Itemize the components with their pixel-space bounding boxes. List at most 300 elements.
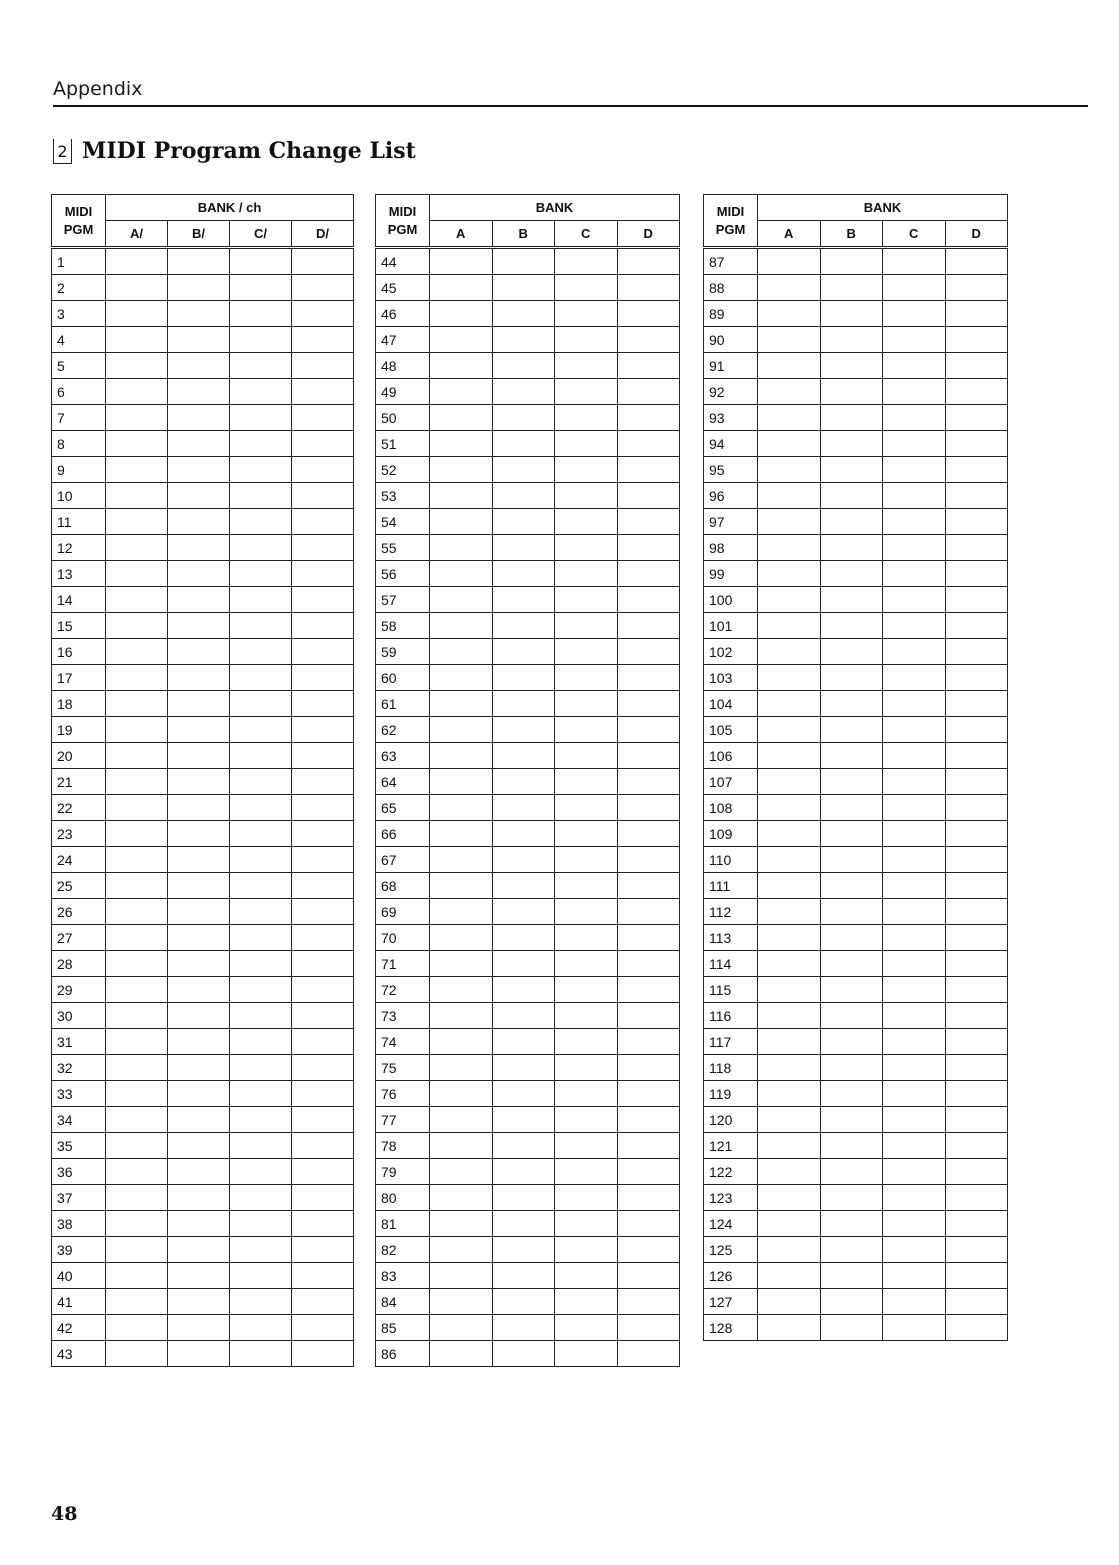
bank-entry-cell[interactable] bbox=[106, 951, 168, 977]
bank-entry-cell[interactable] bbox=[292, 431, 354, 457]
bank-entry-cell[interactable] bbox=[168, 509, 230, 535]
bank-entry-cell[interactable] bbox=[292, 1081, 354, 1107]
bank-entry-cell[interactable] bbox=[820, 509, 883, 535]
bank-entry-cell[interactable] bbox=[106, 1341, 168, 1367]
bank-entry-cell[interactable] bbox=[168, 561, 230, 587]
bank-entry-cell[interactable] bbox=[820, 951, 883, 977]
bank-entry-cell[interactable] bbox=[555, 613, 618, 639]
bank-entry-cell[interactable] bbox=[945, 925, 1008, 951]
bank-entry-cell[interactable] bbox=[492, 327, 555, 353]
bank-entry-cell[interactable] bbox=[555, 977, 618, 1003]
bank-entry-cell[interactable] bbox=[883, 301, 946, 327]
bank-entry-cell[interactable] bbox=[492, 301, 555, 327]
bank-entry-cell[interactable] bbox=[555, 1185, 618, 1211]
bank-entry-cell[interactable] bbox=[230, 639, 292, 665]
bank-entry-cell[interactable] bbox=[945, 795, 1008, 821]
bank-entry-cell[interactable] bbox=[883, 1211, 946, 1237]
bank-entry-cell[interactable] bbox=[492, 587, 555, 613]
bank-entry-cell[interactable] bbox=[555, 275, 618, 301]
bank-entry-cell[interactable] bbox=[758, 613, 821, 639]
bank-entry-cell[interactable] bbox=[492, 483, 555, 509]
bank-entry-cell[interactable] bbox=[883, 1289, 946, 1315]
bank-entry-cell[interactable] bbox=[883, 951, 946, 977]
bank-entry-cell[interactable] bbox=[230, 873, 292, 899]
bank-entry-cell[interactable] bbox=[820, 1237, 883, 1263]
bank-entry-cell[interactable] bbox=[758, 899, 821, 925]
bank-entry-cell[interactable] bbox=[883, 717, 946, 743]
bank-entry-cell[interactable] bbox=[945, 327, 1008, 353]
bank-entry-cell[interactable] bbox=[555, 1003, 618, 1029]
bank-entry-cell[interactable] bbox=[292, 1211, 354, 1237]
bank-entry-cell[interactable] bbox=[883, 1107, 946, 1133]
bank-entry-cell[interactable] bbox=[555, 457, 618, 483]
bank-entry-cell[interactable] bbox=[883, 847, 946, 873]
bank-entry-cell[interactable] bbox=[106, 535, 168, 561]
bank-entry-cell[interactable] bbox=[883, 587, 946, 613]
bank-entry-cell[interactable] bbox=[430, 1159, 493, 1185]
bank-entry-cell[interactable] bbox=[430, 951, 493, 977]
bank-entry-cell[interactable] bbox=[820, 301, 883, 327]
bank-entry-cell[interactable] bbox=[430, 405, 493, 431]
bank-entry-cell[interactable] bbox=[106, 1003, 168, 1029]
bank-entry-cell[interactable] bbox=[230, 977, 292, 1003]
bank-entry-cell[interactable] bbox=[945, 1133, 1008, 1159]
bank-entry-cell[interactable] bbox=[820, 248, 883, 275]
bank-entry-cell[interactable] bbox=[555, 535, 618, 561]
bank-entry-cell[interactable] bbox=[555, 248, 618, 275]
bank-entry-cell[interactable] bbox=[106, 1263, 168, 1289]
bank-entry-cell[interactable] bbox=[945, 301, 1008, 327]
bank-entry-cell[interactable] bbox=[168, 769, 230, 795]
bank-entry-cell[interactable] bbox=[758, 1159, 821, 1185]
bank-entry-cell[interactable] bbox=[617, 925, 680, 951]
bank-entry-cell[interactable] bbox=[820, 275, 883, 301]
bank-entry-cell[interactable] bbox=[945, 743, 1008, 769]
bank-entry-cell[interactable] bbox=[106, 509, 168, 535]
bank-entry-cell[interactable] bbox=[492, 1029, 555, 1055]
bank-entry-cell[interactable] bbox=[555, 405, 618, 431]
bank-entry-cell[interactable] bbox=[492, 691, 555, 717]
bank-entry-cell[interactable] bbox=[430, 977, 493, 1003]
bank-entry-cell[interactable] bbox=[230, 1003, 292, 1029]
bank-entry-cell[interactable] bbox=[292, 977, 354, 1003]
bank-entry-cell[interactable] bbox=[106, 821, 168, 847]
bank-entry-cell[interactable] bbox=[617, 248, 680, 275]
bank-entry-cell[interactable] bbox=[430, 431, 493, 457]
bank-entry-cell[interactable] bbox=[292, 509, 354, 535]
bank-entry-cell[interactable] bbox=[492, 665, 555, 691]
bank-entry-cell[interactable] bbox=[555, 769, 618, 795]
bank-entry-cell[interactable] bbox=[617, 1107, 680, 1133]
bank-entry-cell[interactable] bbox=[945, 1237, 1008, 1263]
bank-entry-cell[interactable] bbox=[820, 1185, 883, 1211]
bank-entry-cell[interactable] bbox=[492, 1107, 555, 1133]
bank-entry-cell[interactable] bbox=[945, 1315, 1008, 1341]
bank-entry-cell[interactable] bbox=[883, 405, 946, 431]
bank-entry-cell[interactable] bbox=[430, 1107, 493, 1133]
bank-entry-cell[interactable] bbox=[292, 925, 354, 951]
bank-entry-cell[interactable] bbox=[883, 248, 946, 275]
bank-entry-cell[interactable] bbox=[617, 1055, 680, 1081]
bank-entry-cell[interactable] bbox=[430, 535, 493, 561]
bank-entry-cell[interactable] bbox=[758, 769, 821, 795]
bank-entry-cell[interactable] bbox=[945, 977, 1008, 1003]
bank-entry-cell[interactable] bbox=[617, 1133, 680, 1159]
bank-entry-cell[interactable] bbox=[945, 613, 1008, 639]
bank-entry-cell[interactable] bbox=[430, 275, 493, 301]
bank-entry-cell[interactable] bbox=[292, 1237, 354, 1263]
bank-entry-cell[interactable] bbox=[106, 275, 168, 301]
bank-entry-cell[interactable] bbox=[492, 769, 555, 795]
bank-entry-cell[interactable] bbox=[230, 691, 292, 717]
bank-entry-cell[interactable] bbox=[168, 1159, 230, 1185]
bank-entry-cell[interactable] bbox=[758, 301, 821, 327]
bank-entry-cell[interactable] bbox=[492, 743, 555, 769]
bank-entry-cell[interactable] bbox=[230, 301, 292, 327]
bank-entry-cell[interactable] bbox=[883, 1159, 946, 1185]
bank-entry-cell[interactable] bbox=[617, 509, 680, 535]
bank-entry-cell[interactable] bbox=[106, 587, 168, 613]
bank-entry-cell[interactable] bbox=[617, 301, 680, 327]
bank-entry-cell[interactable] bbox=[555, 1029, 618, 1055]
bank-entry-cell[interactable] bbox=[945, 248, 1008, 275]
bank-entry-cell[interactable] bbox=[168, 1003, 230, 1029]
bank-entry-cell[interactable] bbox=[883, 275, 946, 301]
bank-entry-cell[interactable] bbox=[168, 1107, 230, 1133]
bank-entry-cell[interactable] bbox=[106, 561, 168, 587]
bank-entry-cell[interactable] bbox=[168, 951, 230, 977]
bank-entry-cell[interactable] bbox=[758, 1081, 821, 1107]
bank-entry-cell[interactable] bbox=[820, 639, 883, 665]
bank-entry-cell[interactable] bbox=[168, 1055, 230, 1081]
bank-entry-cell[interactable] bbox=[292, 1107, 354, 1133]
bank-entry-cell[interactable] bbox=[492, 431, 555, 457]
bank-entry-cell[interactable] bbox=[230, 717, 292, 743]
bank-entry-cell[interactable] bbox=[292, 873, 354, 899]
bank-entry-cell[interactable] bbox=[617, 951, 680, 977]
bank-entry-cell[interactable] bbox=[492, 509, 555, 535]
bank-entry-cell[interactable] bbox=[758, 1029, 821, 1055]
bank-entry-cell[interactable] bbox=[492, 847, 555, 873]
bank-entry-cell[interactable] bbox=[430, 717, 493, 743]
bank-entry-cell[interactable] bbox=[230, 847, 292, 873]
bank-entry-cell[interactable] bbox=[883, 327, 946, 353]
bank-entry-cell[interactable] bbox=[430, 1211, 493, 1237]
bank-entry-cell[interactable] bbox=[430, 1081, 493, 1107]
bank-entry-cell[interactable] bbox=[430, 821, 493, 847]
bank-entry-cell[interactable] bbox=[430, 873, 493, 899]
bank-entry-cell[interactable] bbox=[883, 873, 946, 899]
bank-entry-cell[interactable] bbox=[758, 457, 821, 483]
bank-entry-cell[interactable] bbox=[292, 743, 354, 769]
bank-entry-cell[interactable] bbox=[945, 1159, 1008, 1185]
bank-entry-cell[interactable] bbox=[555, 327, 618, 353]
bank-entry-cell[interactable] bbox=[820, 977, 883, 1003]
bank-entry-cell[interactable] bbox=[168, 1029, 230, 1055]
bank-entry-cell[interactable] bbox=[758, 977, 821, 1003]
bank-entry-cell[interactable] bbox=[945, 1055, 1008, 1081]
bank-entry-cell[interactable] bbox=[617, 1003, 680, 1029]
bank-entry-cell[interactable] bbox=[168, 691, 230, 717]
bank-entry-cell[interactable] bbox=[168, 665, 230, 691]
bank-entry-cell[interactable] bbox=[430, 353, 493, 379]
bank-entry-cell[interactable] bbox=[430, 327, 493, 353]
bank-entry-cell[interactable] bbox=[492, 353, 555, 379]
bank-entry-cell[interactable] bbox=[230, 951, 292, 977]
bank-entry-cell[interactable] bbox=[492, 899, 555, 925]
bank-entry-cell[interactable] bbox=[230, 1289, 292, 1315]
bank-entry-cell[interactable] bbox=[106, 873, 168, 899]
bank-entry-cell[interactable] bbox=[106, 379, 168, 405]
bank-entry-cell[interactable] bbox=[230, 769, 292, 795]
bank-entry-cell[interactable] bbox=[230, 587, 292, 613]
bank-entry-cell[interactable] bbox=[617, 1263, 680, 1289]
bank-entry-cell[interactable] bbox=[617, 899, 680, 925]
bank-entry-cell[interactable] bbox=[820, 535, 883, 561]
bank-entry-cell[interactable] bbox=[820, 1159, 883, 1185]
bank-entry-cell[interactable] bbox=[820, 925, 883, 951]
bank-entry-cell[interactable] bbox=[617, 717, 680, 743]
bank-entry-cell[interactable] bbox=[883, 977, 946, 1003]
bank-entry-cell[interactable] bbox=[820, 1003, 883, 1029]
bank-entry-cell[interactable] bbox=[168, 613, 230, 639]
bank-entry-cell[interactable] bbox=[492, 873, 555, 899]
bank-entry-cell[interactable] bbox=[758, 275, 821, 301]
bank-entry-cell[interactable] bbox=[292, 847, 354, 873]
bank-entry-cell[interactable] bbox=[430, 509, 493, 535]
bank-entry-cell[interactable] bbox=[883, 639, 946, 665]
bank-entry-cell[interactable] bbox=[106, 925, 168, 951]
bank-entry-cell[interactable] bbox=[617, 977, 680, 1003]
bank-entry-cell[interactable] bbox=[292, 639, 354, 665]
bank-entry-cell[interactable] bbox=[430, 301, 493, 327]
bank-entry-cell[interactable] bbox=[758, 1185, 821, 1211]
bank-entry-cell[interactable] bbox=[945, 1211, 1008, 1237]
bank-entry-cell[interactable] bbox=[430, 847, 493, 873]
bank-entry-cell[interactable] bbox=[820, 1081, 883, 1107]
bank-entry-cell[interactable] bbox=[492, 1237, 555, 1263]
bank-entry-cell[interactable] bbox=[106, 457, 168, 483]
bank-entry-cell[interactable] bbox=[168, 1289, 230, 1315]
bank-entry-cell[interactable] bbox=[820, 327, 883, 353]
bank-entry-cell[interactable] bbox=[945, 509, 1008, 535]
bank-entry-cell[interactable] bbox=[883, 899, 946, 925]
bank-entry-cell[interactable] bbox=[617, 1315, 680, 1341]
bank-entry-cell[interactable] bbox=[430, 899, 493, 925]
bank-entry-cell[interactable] bbox=[617, 535, 680, 561]
bank-entry-cell[interactable] bbox=[555, 1211, 618, 1237]
bank-entry-cell[interactable] bbox=[555, 873, 618, 899]
bank-entry-cell[interactable] bbox=[555, 1133, 618, 1159]
bank-entry-cell[interactable] bbox=[617, 1211, 680, 1237]
bank-entry-cell[interactable] bbox=[945, 1029, 1008, 1055]
bank-entry-cell[interactable] bbox=[492, 535, 555, 561]
bank-entry-cell[interactable] bbox=[555, 353, 618, 379]
bank-entry-cell[interactable] bbox=[555, 1055, 618, 1081]
bank-entry-cell[interactable] bbox=[230, 665, 292, 691]
bank-entry-cell[interactable] bbox=[292, 1263, 354, 1289]
bank-entry-cell[interactable] bbox=[168, 457, 230, 483]
bank-entry-cell[interactable] bbox=[230, 457, 292, 483]
bank-entry-cell[interactable] bbox=[945, 847, 1008, 873]
bank-entry-cell[interactable] bbox=[492, 1315, 555, 1341]
bank-entry-cell[interactable] bbox=[292, 353, 354, 379]
bank-entry-cell[interactable] bbox=[945, 691, 1008, 717]
bank-entry-cell[interactable] bbox=[168, 899, 230, 925]
bank-entry-cell[interactable] bbox=[292, 717, 354, 743]
bank-entry-cell[interactable] bbox=[555, 691, 618, 717]
bank-entry-cell[interactable] bbox=[168, 1185, 230, 1211]
bank-entry-cell[interactable] bbox=[430, 613, 493, 639]
bank-entry-cell[interactable] bbox=[106, 1237, 168, 1263]
bank-entry-cell[interactable] bbox=[106, 847, 168, 873]
bank-entry-cell[interactable] bbox=[230, 743, 292, 769]
bank-entry-cell[interactable] bbox=[168, 1315, 230, 1341]
bank-entry-cell[interactable] bbox=[492, 821, 555, 847]
bank-entry-cell[interactable] bbox=[492, 1003, 555, 1029]
bank-entry-cell[interactable] bbox=[617, 1289, 680, 1315]
bank-entry-cell[interactable] bbox=[555, 717, 618, 743]
bank-entry-cell[interactable] bbox=[492, 977, 555, 1003]
bank-entry-cell[interactable] bbox=[820, 665, 883, 691]
bank-entry-cell[interactable] bbox=[168, 301, 230, 327]
bank-entry-cell[interactable] bbox=[106, 691, 168, 717]
bank-entry-cell[interactable] bbox=[168, 1133, 230, 1159]
bank-entry-cell[interactable] bbox=[292, 379, 354, 405]
bank-entry-cell[interactable] bbox=[555, 301, 618, 327]
bank-entry-cell[interactable] bbox=[820, 613, 883, 639]
bank-entry-cell[interactable] bbox=[945, 405, 1008, 431]
bank-entry-cell[interactable] bbox=[492, 795, 555, 821]
bank-entry-cell[interactable] bbox=[945, 1289, 1008, 1315]
bank-entry-cell[interactable] bbox=[430, 248, 493, 275]
bank-entry-cell[interactable] bbox=[758, 743, 821, 769]
bank-entry-cell[interactable] bbox=[617, 483, 680, 509]
bank-entry-cell[interactable] bbox=[492, 1289, 555, 1315]
bank-entry-cell[interactable] bbox=[230, 1237, 292, 1263]
bank-entry-cell[interactable] bbox=[555, 431, 618, 457]
bank-entry-cell[interactable] bbox=[945, 275, 1008, 301]
bank-entry-cell[interactable] bbox=[292, 691, 354, 717]
bank-entry-cell[interactable] bbox=[617, 665, 680, 691]
bank-entry-cell[interactable] bbox=[292, 327, 354, 353]
bank-entry-cell[interactable] bbox=[492, 925, 555, 951]
bank-entry-cell[interactable] bbox=[883, 1029, 946, 1055]
bank-entry-cell[interactable] bbox=[430, 561, 493, 587]
bank-entry-cell[interactable] bbox=[292, 1159, 354, 1185]
bank-entry-cell[interactable] bbox=[617, 379, 680, 405]
bank-entry-cell[interactable] bbox=[617, 769, 680, 795]
bank-entry-cell[interactable] bbox=[292, 613, 354, 639]
bank-entry-cell[interactable] bbox=[758, 405, 821, 431]
bank-entry-cell[interactable] bbox=[883, 691, 946, 717]
bank-entry-cell[interactable] bbox=[230, 561, 292, 587]
bank-entry-cell[interactable] bbox=[820, 379, 883, 405]
bank-entry-cell[interactable] bbox=[230, 1185, 292, 1211]
bank-entry-cell[interactable] bbox=[758, 691, 821, 717]
bank-entry-cell[interactable] bbox=[555, 1289, 618, 1315]
bank-entry-cell[interactable] bbox=[230, 1029, 292, 1055]
bank-entry-cell[interactable] bbox=[430, 795, 493, 821]
bank-entry-cell[interactable] bbox=[230, 1211, 292, 1237]
bank-entry-cell[interactable] bbox=[945, 665, 1008, 691]
bank-entry-cell[interactable] bbox=[758, 639, 821, 665]
bank-entry-cell[interactable] bbox=[945, 769, 1008, 795]
bank-entry-cell[interactable] bbox=[883, 1315, 946, 1341]
bank-entry-cell[interactable] bbox=[492, 1263, 555, 1289]
bank-entry-cell[interactable] bbox=[168, 431, 230, 457]
bank-entry-cell[interactable] bbox=[492, 248, 555, 275]
bank-entry-cell[interactable] bbox=[555, 1081, 618, 1107]
bank-entry-cell[interactable] bbox=[617, 613, 680, 639]
bank-entry-cell[interactable] bbox=[883, 1003, 946, 1029]
bank-entry-cell[interactable] bbox=[168, 405, 230, 431]
bank-entry-cell[interactable] bbox=[883, 1133, 946, 1159]
bank-entry-cell[interactable] bbox=[883, 1055, 946, 1081]
bank-entry-cell[interactable] bbox=[230, 1107, 292, 1133]
bank-entry-cell[interactable] bbox=[883, 353, 946, 379]
bank-entry-cell[interactable] bbox=[617, 691, 680, 717]
bank-entry-cell[interactable] bbox=[230, 431, 292, 457]
bank-entry-cell[interactable] bbox=[758, 1315, 821, 1341]
bank-entry-cell[interactable] bbox=[492, 1055, 555, 1081]
bank-entry-cell[interactable] bbox=[106, 977, 168, 1003]
bank-entry-cell[interactable] bbox=[106, 1185, 168, 1211]
bank-entry-cell[interactable] bbox=[168, 587, 230, 613]
bank-entry-cell[interactable] bbox=[883, 379, 946, 405]
bank-entry-cell[interactable] bbox=[555, 509, 618, 535]
bank-entry-cell[interactable] bbox=[230, 327, 292, 353]
bank-entry-cell[interactable] bbox=[230, 1133, 292, 1159]
bank-entry-cell[interactable] bbox=[168, 873, 230, 899]
bank-entry-cell[interactable] bbox=[617, 405, 680, 431]
bank-entry-cell[interactable] bbox=[430, 743, 493, 769]
bank-entry-cell[interactable] bbox=[168, 483, 230, 509]
bank-entry-cell[interactable] bbox=[430, 1263, 493, 1289]
bank-entry-cell[interactable] bbox=[430, 1029, 493, 1055]
bank-entry-cell[interactable] bbox=[168, 821, 230, 847]
bank-entry-cell[interactable] bbox=[555, 1107, 618, 1133]
bank-entry-cell[interactable] bbox=[883, 1185, 946, 1211]
bank-entry-cell[interactable] bbox=[617, 275, 680, 301]
bank-entry-cell[interactable] bbox=[820, 769, 883, 795]
bank-entry-cell[interactable] bbox=[945, 457, 1008, 483]
bank-entry-cell[interactable] bbox=[555, 561, 618, 587]
bank-entry-cell[interactable] bbox=[945, 1263, 1008, 1289]
bank-entry-cell[interactable] bbox=[883, 769, 946, 795]
bank-entry-cell[interactable] bbox=[945, 353, 1008, 379]
bank-entry-cell[interactable] bbox=[617, 1081, 680, 1107]
bank-entry-cell[interactable] bbox=[820, 483, 883, 509]
bank-entry-cell[interactable] bbox=[758, 1289, 821, 1315]
bank-entry-cell[interactable] bbox=[883, 457, 946, 483]
bank-entry-cell[interactable] bbox=[430, 1289, 493, 1315]
bank-entry-cell[interactable] bbox=[617, 1029, 680, 1055]
bank-entry-cell[interactable] bbox=[106, 1081, 168, 1107]
bank-entry-cell[interactable] bbox=[758, 1055, 821, 1081]
bank-entry-cell[interactable] bbox=[758, 717, 821, 743]
bank-entry-cell[interactable] bbox=[168, 743, 230, 769]
bank-entry-cell[interactable] bbox=[292, 1055, 354, 1081]
bank-entry-cell[interactable] bbox=[492, 717, 555, 743]
bank-entry-cell[interactable] bbox=[758, 1263, 821, 1289]
bank-entry-cell[interactable] bbox=[292, 821, 354, 847]
bank-entry-cell[interactable] bbox=[492, 379, 555, 405]
bank-entry-cell[interactable] bbox=[106, 613, 168, 639]
bank-entry-cell[interactable] bbox=[168, 327, 230, 353]
bank-entry-cell[interactable] bbox=[168, 977, 230, 1003]
bank-entry-cell[interactable] bbox=[820, 1263, 883, 1289]
